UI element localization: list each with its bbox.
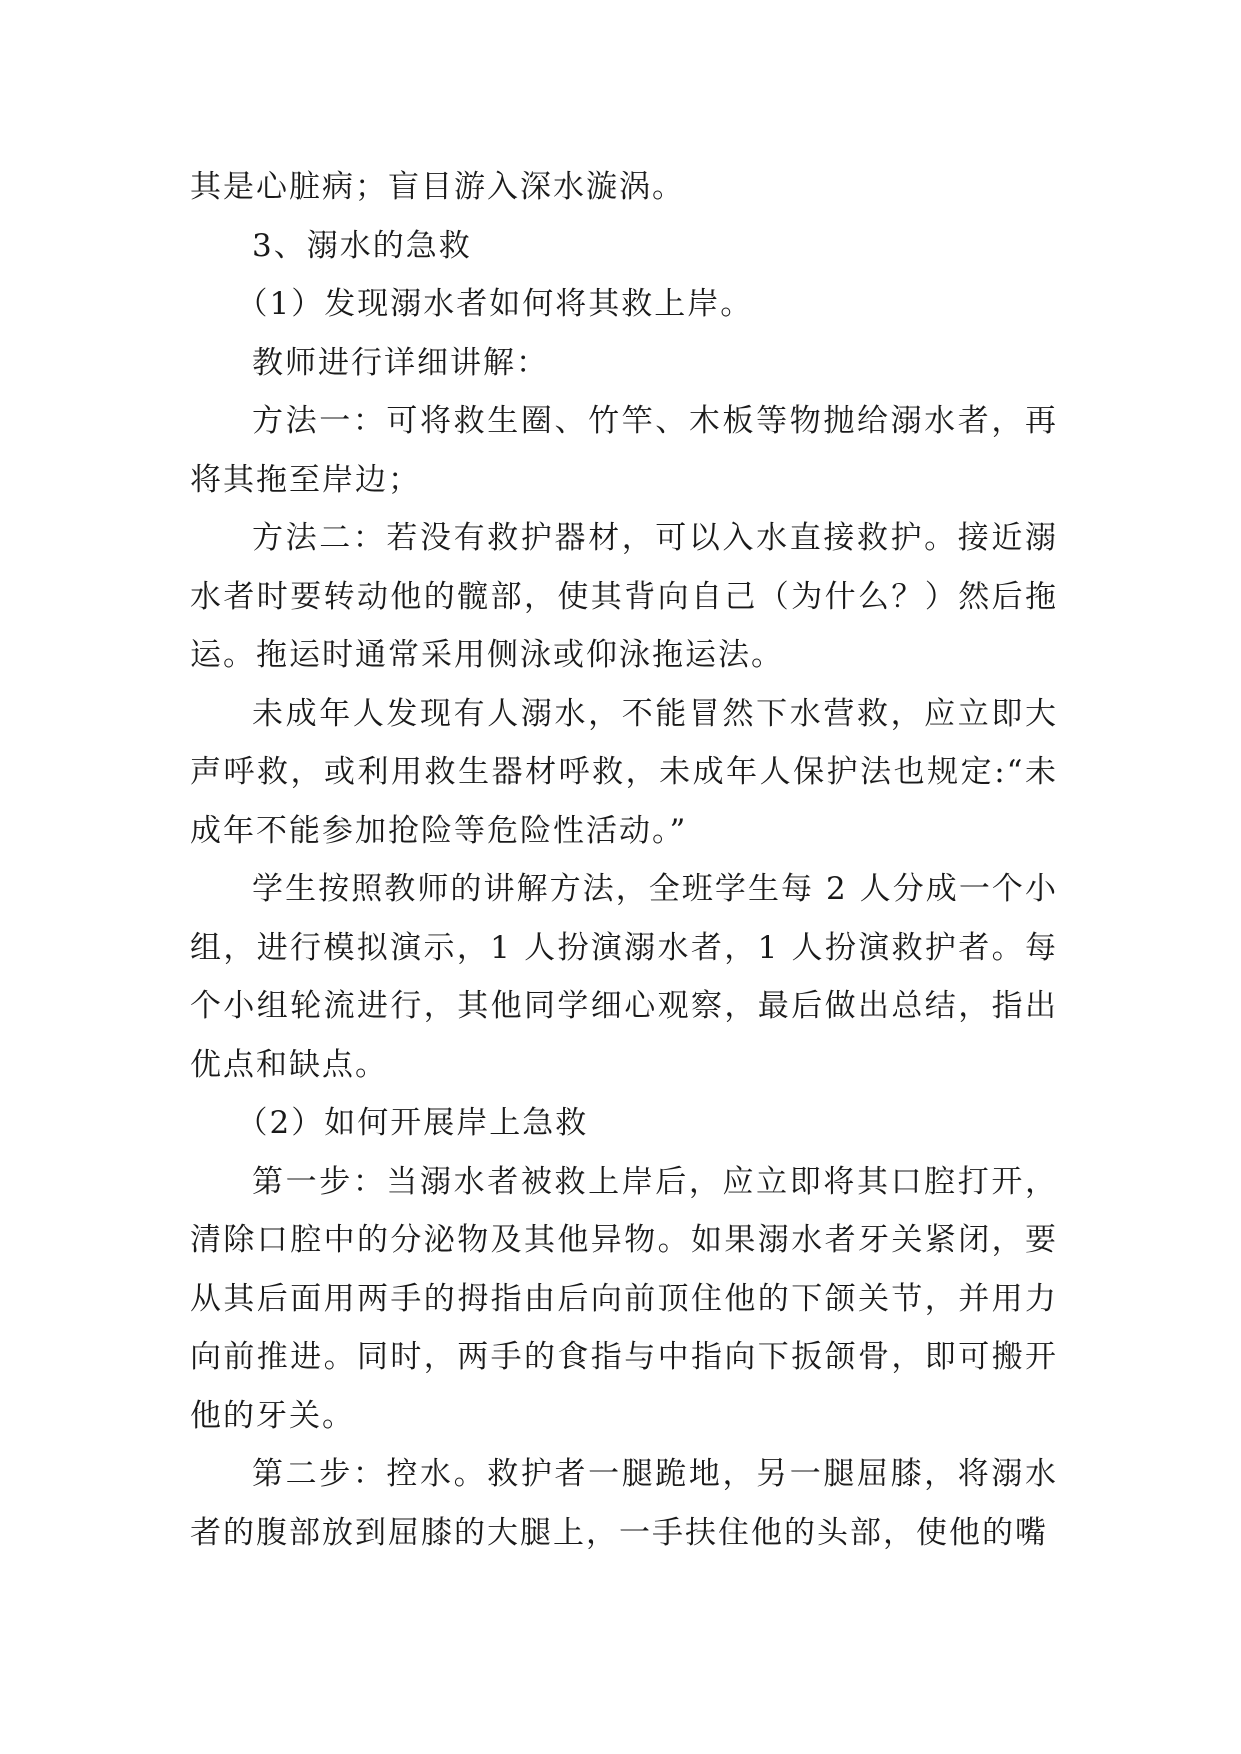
paragraph-continuation: 其是心脏病；盲目游入深水漩涡。: [190, 169, 685, 205]
paragraph: 方法一：可将救生圈、竹竿、木板等物抛给溺水者，再将其拖至岸边；: [190, 403, 1058, 498]
paragraph: 第一步：当溺水者被救上岸后，应立即将其口腔打开，清除口腔中的分泌物及其他异物。如果溺水者牙关紧闭，要从其后面用两手的拇指由后向前顶住他的下颌关节，并用力向前推进。同时，两手的食指与中指向下扳颌骨，即可搬开他的牙关。: [190, 1163, 1058, 1434]
paragraph: 第二步：控水。救护者一腿跪地，另一腿屈膝，将溺水者的腹部放到屈膝的大腿上，一手扶住他的头部，使他的嘴: [190, 1456, 1058, 1551]
paragraph: 未成年人发现有人溺水，不能冒然下水营救，应立即大声呼救，或利用救生器材呼救，未成年人保护法也规定:“未成年不能参加抢险等危险性活动。”: [190, 695, 1058, 849]
subsection-heading: （1）发现溺水者如何将其救上岸。: [236, 286, 754, 322]
section-heading: 3、溺水的急救: [252, 227, 472, 264]
subsection-heading: （2）如何开展岸上急救: [236, 1105, 589, 1141]
document-body: [190, 158, 1058, 1562]
paragraph: 教师进行详细讲解：: [252, 344, 549, 381]
paragraph: 方法二：若没有救护器材，可以入水直接救护。接近溺水者时要转动他的髋部，使其背向自己（为什么？）然后拖运。拖运时通常采用侧泳或仰泳拖运法。: [190, 520, 1058, 673]
paragraph: 学生按照教师的讲解方法，全班学生每 2 人分成一个小组，进行模拟演示，1 人扮演溺水者，1 人扮演救护者。每个小组轮流进行，其他同学细心观察，最后做出总结，指出优点和缺点。: [190, 871, 1058, 1083]
